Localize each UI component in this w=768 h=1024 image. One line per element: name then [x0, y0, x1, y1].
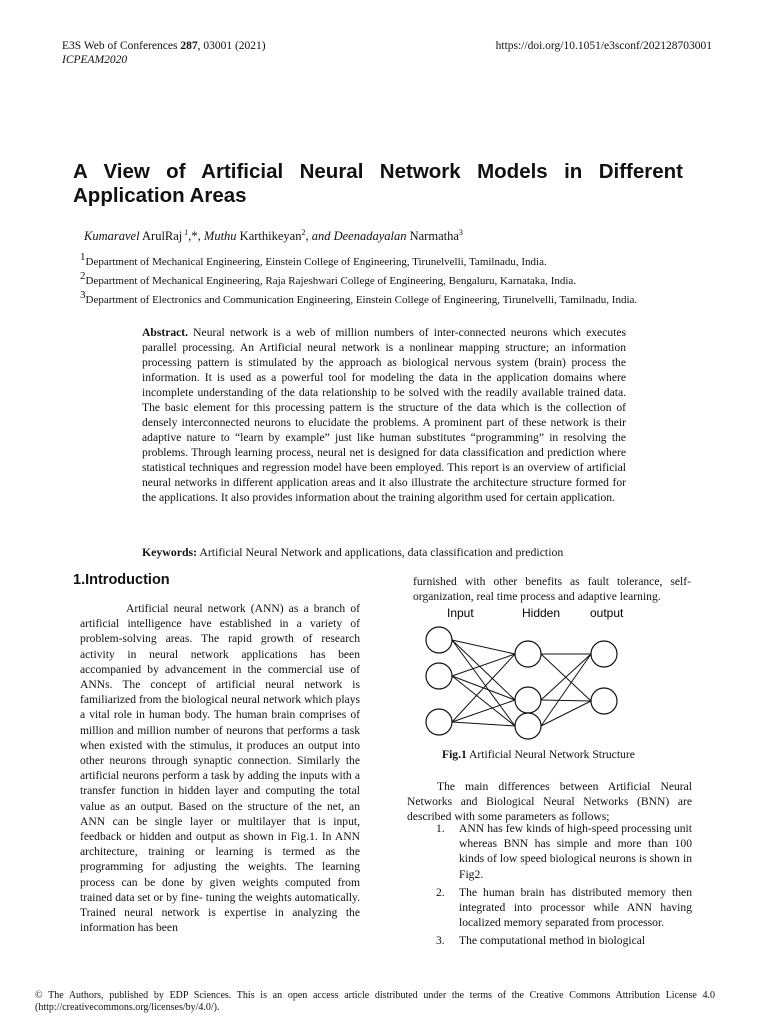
figure-label-output: output [590, 606, 624, 620]
list-item: 1. ANN has few kinds of high-speed processing unit whereas BNN has simple and more than 100 kinds of low speed biological neurons is shown in Fig2. [436, 822, 692, 881]
hidden-neuron-3 [515, 713, 541, 739]
figure-label-hidden: Hidden [522, 606, 561, 620]
abstract: Abstract. Neural network is a web of million numbers of inter-connected neurons which executes parallel processing. An Artificial neural network is a nonlinear mapping structure; an information processing pattern is stimulated by the approach as biological nervous system (brain) process the information. It is used as a powerful tool for modeling the data in the application domains where incomplete understanding of the data relationship to be solved with the readily available trained data. The basic element for this processing pattern is the structure of the data which is the collection of densely interconnected neurons to elucidate the problems. A prominent part of these network is their adaptive nature to “learn by example” just like human substitutes “programming” in resolving the problems. Through learning process, neural net is designed for data classification and prediction where statistical techniques and regression model have been employed. This report is an overview of artificial neural networks in different application areas and it also illustrate the architecture structure formed for the applications. It also provides information about the training algorithm used for certain application. [142, 326, 626, 504]
input-neuron-1 [426, 627, 452, 653]
affiliation-1: $^1$Department of Mechanical Engineering, Einstein College of Engineering, Tirunelvelli, Tamilnadu, India. [80, 251, 547, 268]
affiliation-3: $^3$Department of Electronics and Communication Engineering, Einstein College of Engineering, Tirunelvelli, Tamilnadu, India. [80, 289, 638, 306]
differences-list [407, 821, 692, 952]
keywords: Keywords: Artificial Neural Network and applications, data classification and prediction [142, 545, 564, 559]
license-footer: © The Authors, published by EDP Sciences. This is an open access article distributed under the terms of the Creative Commons Attribution License 4.0 (http://creativecommons.org/licenses/by/4.0/). [35, 990, 715, 1013]
paper-title: A View of Artificial Neural Network Models in Different Application Areas [73, 160, 683, 207]
figure-caption: Fig.1 Artificial Neural Network Structure [442, 748, 635, 761]
hidden-neuron-2 [515, 687, 541, 713]
conference-name: ICPEAM2020 [62, 54, 128, 66]
output-neuron-2 [591, 688, 617, 714]
author-list: Kumaravel ArulRaj $^1$,*, Muthu Karthikeyan$^2$, and Deenadayalan Narmatha$^3$ [84, 228, 463, 244]
journal-citation: E3S Web of Conferences 287, 03001 (2021) [62, 40, 266, 52]
affiliation-2: $^2$Department of Mechanical Engineering, Raja Rajeshwari College of Engineering, Bengaluru, Karnataka, India. [80, 270, 577, 287]
section-heading-introduction: 1.Introduction [73, 572, 170, 588]
input-neuron-3 [426, 709, 452, 735]
abstract-label: Abstract. [142, 326, 189, 339]
hidden-neuron-1 [515, 641, 541, 667]
list-item: 2. The human brain has distributed memory then integrated into processor while ANN having localized memory separated from processor. [436, 885, 692, 930]
input-neuron-2 [426, 663, 452, 689]
differences-paragraph: The main differences between Artificial Neural Networks and Biological Neural Networks (BNN) are described with some parameters as follows; [407, 780, 692, 824]
doi-link[interactable]: https://doi.org/10.1051/e3sconf/202128703001 [495, 40, 712, 52]
volume-number: 287 [180, 40, 198, 52]
output-neuron-1 [591, 641, 617, 667]
list-item: 3. The computational method in biological [436, 934, 646, 948]
right-column-continuation: furnished with other benefits as fault tolerance, self-organization, real time process and adaptive learning. [413, 575, 691, 604]
figure-label-input: Input [447, 606, 474, 620]
ann-structure-figure [415, 600, 655, 745]
introduction-paragraph: Artificial neural network (ANN) as a branch of artificial intelligence have established in a variety of problem-solving areas. The rapid growth of research activity in neural network applications has been accompanied by advancement in the commercial use of ANNs. The concept of artificial neural network is familiarized from the biological neural network which plays a vital role in human body. The human brain comprises of million and million number of neurons that performs a task when existed with the stimulus, it produces an output into other neurons through synaptic connection. Similarly the artificial neurons perform a task by adding the inputs with a transfer function in hidden layer and computing the total value as an output. Based on the structure of the net, an ANN can be single layer or multilayer that is input, feedback or hidden and output as shown in Fig.1. In ANN architecture, training or learning is termed as the programming for adjusting the weights. The learning process can be done by given weights computed from trained data set or by fine- tuning the weights automatically. Trained neural network is expertise in analyzing the information has been [80, 602, 360, 935]
